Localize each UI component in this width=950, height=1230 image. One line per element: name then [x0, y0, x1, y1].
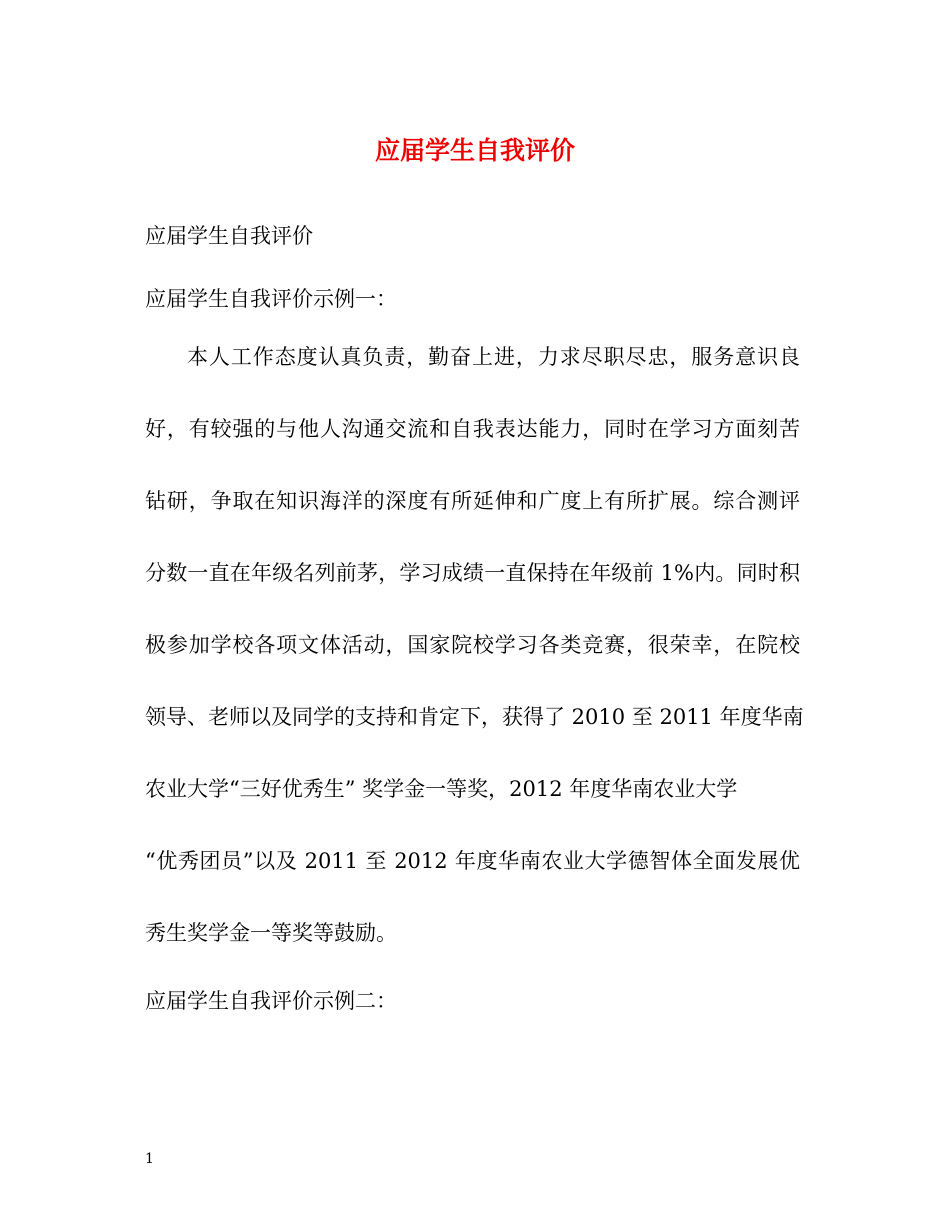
paragraph-line: 农业大学“三好优秀生” 奖学金一等奖，2012 年度华南农业大学 — [145, 777, 738, 801]
section-subtitle: 应届学生自我评价 — [145, 224, 313, 248]
paragraph-line: 钻研，争取在知识海洋的深度有所延伸和广度上有所扩展。综合测评 — [145, 489, 800, 513]
paragraph-line: 分数一直在年级名列前茅，学习成绩一直保持在年级前 1%内。同时积 — [145, 561, 800, 585]
paragraph-line: 领导、老师以及同学的支持和肯定下，获得了 2010 至 2011 年度华南 — [145, 705, 804, 729]
example-1-paragraph — [145, 342, 804, 990]
paragraph-line: 极参加学校各项文体活动，国家院校学习各类竞赛，很荣幸，在院校 — [145, 633, 800, 657]
example-2-heading: 应届学生自我评价示例二： — [145, 989, 397, 1013]
example-1-heading: 应届学生自我评价示例一： — [145, 287, 397, 311]
page-number: 1 — [145, 1151, 154, 1167]
paragraph-line: 好，有较强的与他人沟通交流和自我表达能力，同时在学习方面刻苦 — [145, 417, 800, 441]
paragraph-line: 本人工作态度认真负责，勤奋上进，力求尽职尽忠，服务意识良 — [187, 345, 800, 369]
paragraph-line: “优秀团员”以及 2011 至 2012 年度华南农业大学德智体全面发展优 — [145, 849, 800, 873]
document-title: 应届学生自我评价 — [374, 136, 575, 165]
paragraph-line: 秀生奖学金一等奖等鼓励。 — [145, 921, 397, 945]
